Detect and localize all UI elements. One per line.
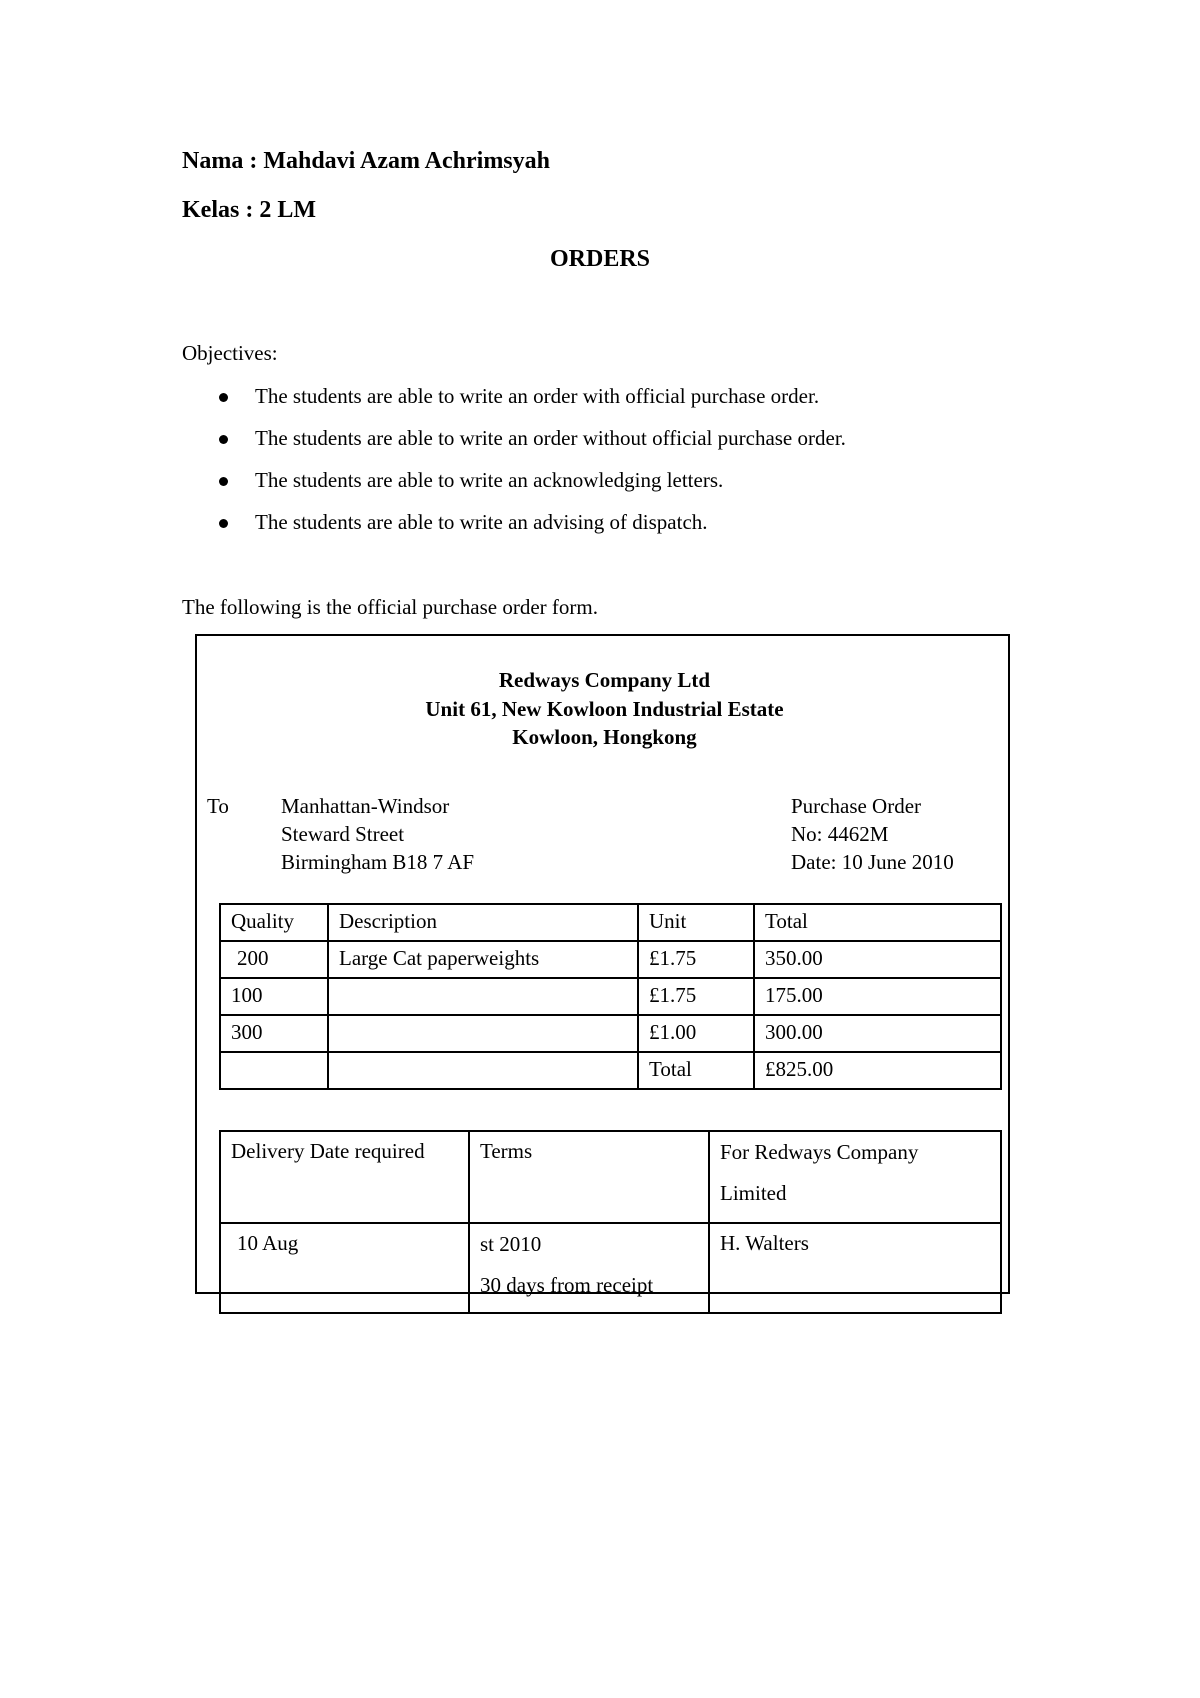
objectives-heading: Objectives:: [182, 341, 278, 365]
order-label: Purchase Order: [791, 794, 922, 818]
footer-header-row: [220, 1131, 1001, 1223]
table-cell: £1.75: [638, 941, 754, 978]
list-item: The students are able to write an acknowledging letters.: [255, 468, 724, 492]
bullet-icon: [219, 435, 228, 444]
table-cell: Large Cat paperweights: [328, 941, 638, 978]
list-item: The students are able to write an advising of dispatch.: [255, 510, 708, 534]
intro-text: The following is the official purchase order form.: [182, 595, 598, 619]
purchase-order-form: [195, 634, 1010, 1297]
terms-line: st 2010: [480, 1232, 542, 1256]
signatory-header: [709, 1131, 1001, 1223]
footer-value-row: [220, 1223, 1001, 1313]
recipient-line: Manhattan-Windsor: [281, 794, 450, 818]
order-footer-table: [219, 1130, 1002, 1314]
recipient-line: Steward Street: [281, 822, 405, 846]
terms-header: Terms: [469, 1131, 709, 1223]
table-cell: [328, 1052, 638, 1089]
table-cell: 175.00: [754, 978, 1001, 1015]
table-cell: £1.00: [638, 1015, 754, 1052]
order-number: No: 4462M: [791, 822, 889, 846]
company-name: Redways Company Ltd: [498, 668, 711, 692]
signatory-header-line: For Redways Company: [720, 1140, 919, 1164]
table-cell: 200: [220, 941, 328, 978]
delivery-date-value: 10 Aug: [220, 1223, 469, 1313]
recipient-line: Birmingham B18 7 AF: [281, 850, 475, 874]
column-header: Total: [754, 904, 1001, 941]
order-items-table: [219, 903, 1002, 1090]
list-item: The students are able to write an order with official purchase order.: [255, 384, 820, 408]
table-cell: Total: [638, 1052, 754, 1089]
table-row: [220, 1015, 1001, 1052]
table-cell: 300.00: [754, 1015, 1001, 1052]
company-address-line: Unit 61, New Kowloon Industrial Estate: [425, 697, 784, 721]
column-header: Description: [328, 904, 638, 941]
terms-value: [469, 1223, 709, 1313]
bullet-icon: [219, 477, 228, 486]
delivery-date-header: Delivery Date required: [220, 1131, 469, 1223]
table-row: [220, 978, 1001, 1015]
table-cell: [220, 1052, 328, 1089]
bullet-icon: [219, 519, 228, 528]
table-cell: £825.00: [754, 1052, 1001, 1089]
signatory-header-line: Limited: [720, 1181, 787, 1205]
company-address-line: Kowloon, Hongkong: [512, 725, 697, 749]
column-header: Unit: [638, 904, 754, 941]
signatory-name: H. Walters: [709, 1223, 1001, 1313]
table-cell: 300: [220, 1015, 328, 1052]
list-item: The students are able to write an order without official purchase order.: [255, 426, 846, 450]
student-name: Nama : Mahdavi Azam Achrimsyah: [182, 148, 550, 174]
order-date: Date: 10 June 2010: [791, 850, 954, 874]
table-cell: [328, 1015, 638, 1052]
table-row: [220, 1052, 1001, 1089]
table-header-row: [220, 904, 1001, 941]
table-cell: 100: [220, 978, 328, 1015]
column-header: Quality: [220, 904, 328, 941]
terms-line: 30 days from receipt: [480, 1273, 654, 1297]
table-cell: £1.75: [638, 978, 754, 1015]
table-row: [220, 941, 1001, 978]
bullet-icon: [219, 393, 228, 402]
table-cell: [328, 978, 638, 1015]
student-class: Kelas : 2 LM: [182, 197, 316, 223]
page-title: ORDERS: [549, 246, 651, 272]
to-label: To: [207, 794, 229, 818]
table-cell: 350.00: [754, 941, 1001, 978]
